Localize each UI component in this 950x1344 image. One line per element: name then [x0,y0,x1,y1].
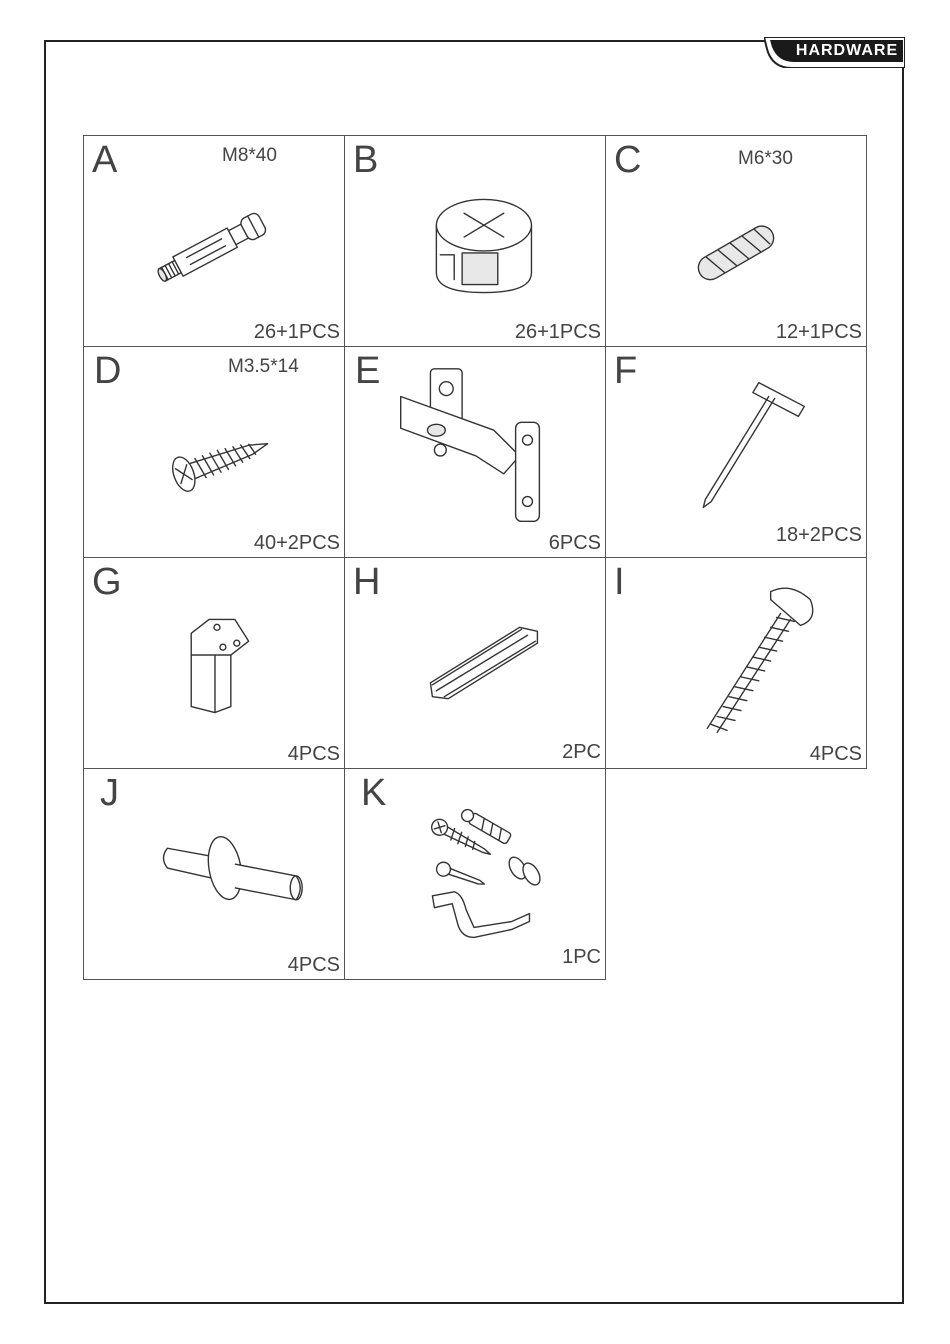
part-quantity: 4PCS [809,743,862,765]
wood-dowel-icon [606,136,866,346]
part-cell-d [83,346,345,558]
part-quantity: 1PC [562,946,601,968]
machine-bolt-icon [606,558,866,768]
part-letter: H [353,561,381,603]
part-quantity: 26+1PCS [253,321,340,343]
part-letter: A [92,139,118,181]
part-cell-h [344,557,606,769]
part-cell-a [83,135,345,347]
part-cell-i [605,557,867,769]
part-cell-e [344,346,606,558]
part-quantity: 12+1PCS [775,321,862,343]
cabinet-hinge-icon [345,347,605,557]
part-letter: F [614,350,638,392]
part-letter: D [94,350,122,392]
section-title: HARDWARE [795,42,899,59]
part-letter: E [355,350,381,392]
part-cell-g [83,557,345,769]
part-quantity: 26+1PCS [514,321,601,343]
part-spec: M6*30 [738,148,793,169]
part-cell-j [83,768,345,980]
part-quantity: 4PCS [287,743,340,765]
part-spec: M8*40 [222,145,277,166]
part-letter: J [100,772,119,814]
part-letter: B [353,139,379,181]
part-quantity: 4PCS [287,954,340,976]
cam-bolt-icon [84,136,344,346]
shelf-pin-icon [84,769,344,979]
wood-screw-icon [84,347,344,557]
part-letter: I [614,561,625,603]
part-letter: K [361,772,387,814]
part-quantity: 40+2PCS [253,532,340,554]
cam-lock-icon [345,136,605,346]
part-cell-f [605,346,867,558]
corner-bracket-icon [84,558,344,768]
part-cell-c [605,135,867,347]
part-quantity: 6PCS [548,532,601,554]
part-quantity: 18+2PCS [775,524,862,546]
handle-bar-icon [345,558,605,768]
part-letter: C [614,139,642,181]
part-quantity: 2PC [562,741,601,763]
part-cell-b [344,135,606,347]
part-letter: G [92,561,122,603]
part-cell-k [344,768,606,980]
part-spec: M3.5*14 [228,356,299,377]
